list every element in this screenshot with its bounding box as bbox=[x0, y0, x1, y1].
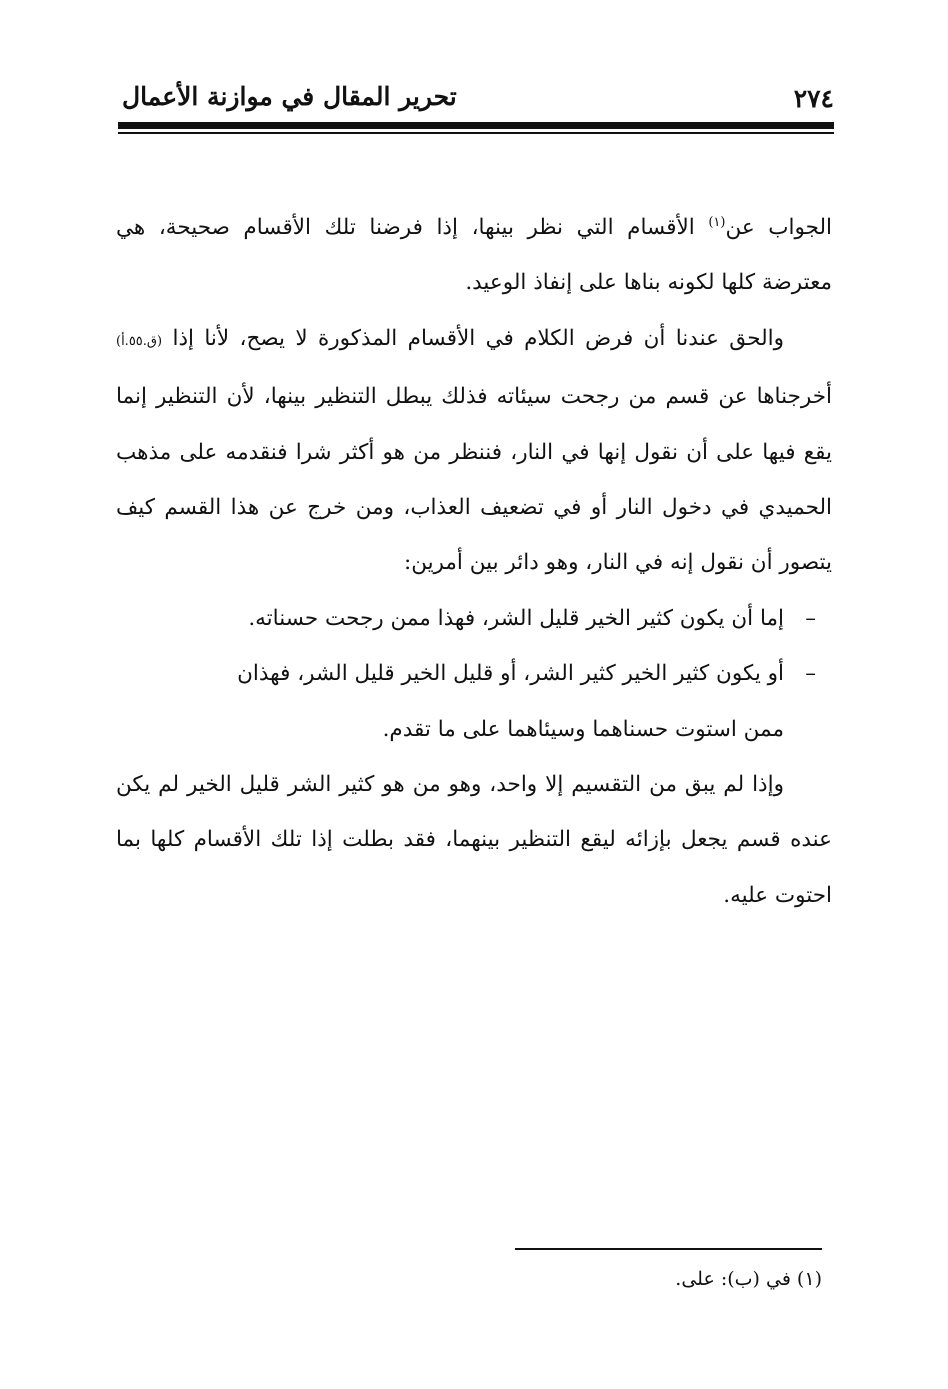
page-number: ٢٧٤ bbox=[793, 84, 834, 113]
paragraph-2 bbox=[116, 311, 832, 591]
paragraph-2-end: أخرجناها عن قسم من رجحت سيئاته فذلك يبطل التنظير بينها، لأن التنظير إنما يقع فيها على أن نقول إنها في النار، فننظر من هو أكثر شرا فنقدمه على مذهب الحميدي في دخول النار أو في تضعيف العذاب، ومن خرج عن هذا القسم كيف يتصور أن نقول إنه في النار، وهو دائر بين أمرين: bbox=[116, 384, 832, 576]
header-rule-thin bbox=[118, 132, 834, 134]
paragraph-1 bbox=[116, 200, 832, 311]
list-dash: – bbox=[805, 605, 816, 631]
paragraph-1-end: الأقسام التي نظر بينها، إذا فرضنا تلك الأقسام صحيحة، هي معترضة كلها لكونه بناها على إنفاذ الوعيد. bbox=[116, 215, 832, 296]
footnote-rule bbox=[515, 1248, 822, 1250]
paragraph-3: وإذا لم يبق من التقسيم إلا واحد، وهو من هو كثير الشر قليل الخير لم يكن عنده قسم يجعل بإزائه ليقع التنظير بينهما، فقد بطلت إذا تلك الأقسام كلها بما احتوت عليه. bbox=[116, 772, 832, 908]
list-item-text: إما أن يكون كثير الخير قليل الشر، فهذا ممن رجحت حسناته. bbox=[248, 605, 784, 631]
manuscript-folio-marker: (ق.٥٥.أ) bbox=[116, 333, 163, 349]
header-rule-thick bbox=[118, 122, 834, 129]
running-title: تحرير المقال في موازنة الأعمال bbox=[122, 82, 457, 111]
list-item bbox=[116, 646, 832, 757]
list-item bbox=[116, 591, 832, 646]
footnote: (١) في (ب): على. bbox=[675, 1268, 822, 1290]
list-dash: – bbox=[805, 661, 816, 687]
footnote-reference: (١) bbox=[708, 214, 726, 230]
page-header bbox=[118, 78, 834, 118]
list-item-text: أو يكون كثير الخير كثير الشر، أو قليل الخير قليل الشر، فهذان ممن استوت حسناهما وسيئاهما على ما تقدم. bbox=[237, 661, 784, 742]
paragraph-2-start: والحق عندنا أن فرض الكلام في الأقسام المذكورة لا يصح، لأنا إذا bbox=[162, 325, 784, 351]
paragraph-1-start: الجواب عن bbox=[725, 215, 832, 240]
main-text bbox=[116, 200, 832, 923]
